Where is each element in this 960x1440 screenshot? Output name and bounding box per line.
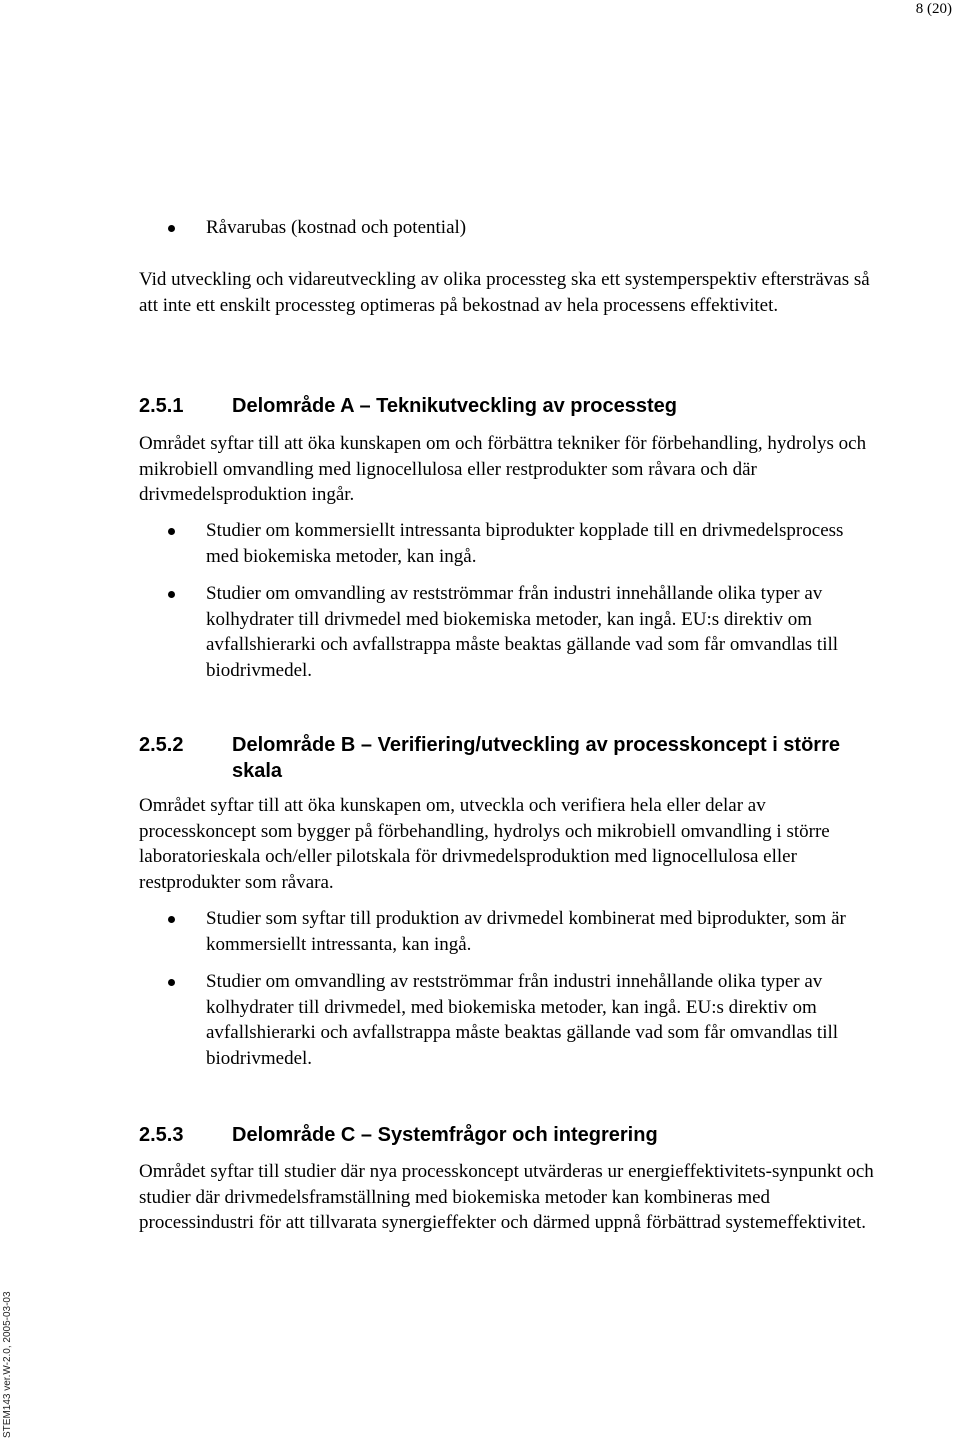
section-paragraph: Området syftar till studier där nya processkoncept utvärderas ur energieffektivitets-synpunkt och studier där drivmedelsframställning med biokemiska metoder kan kombineras med processindustri för att tillvarata synergieffekter och därmed uppnå förbättrad systemeffektivitet. xyxy=(139,1161,874,1233)
intro-paragraph: Vid utveckling och vidareutveckling av olika processteg ska ett systemperspektiv eftersträvas så att inte ett enskilt processteg optimeras på bekostnad av hela processens effektivitet. xyxy=(139,269,870,316)
list-item-text: Råvarubas (kostnad och potential) xyxy=(206,217,467,238)
section-title: Delområde C – Systemfrågor och integrering xyxy=(232,1124,658,1146)
section-paragraph: Området syftar till att öka kunskapen om, utveckla och verifiera hela eller delar av processkoncept som bygger på förbehandling, hydrolys och mikrobiell omvandling i större laboratorieskala och/eller pilotskala för drivmedelsproduktion med lignocellulosa eller restprodukter som råvara. xyxy=(139,795,830,893)
section-number: 2.5.3 xyxy=(139,1124,184,1146)
bullet-icon xyxy=(168,225,175,232)
page-number: 8 (20) xyxy=(915,1,952,17)
section-title: Delområde A – Teknikutveckling av processteg xyxy=(232,395,677,417)
section-paragraph: Området syftar till att öka kunskapen om och förbättra tekniker för förbehandling, hydrolys och mikrobiell omvandling med lignocellulosa eller restprodukter som råvara och där drivmedelsproduktion ingår. xyxy=(139,433,867,505)
bullet-icon xyxy=(168,916,175,923)
list-item-text: Studier om omvandling av restströmmar från industri innehållande olika typer av kolhydrater till drivmedel med biokemiska metoder, kan ingå. EU:s direktiv om avfallshierarki och avfallstrappa måste beaktas gällande vad som får omvandlas till biodrivmedel. xyxy=(206,583,839,681)
footer-text: STEM143 ver.W-2.0, 2005-03-03 xyxy=(2,1291,13,1438)
section-number: 2.5.2 xyxy=(139,734,184,756)
list-item-text: Studier om kommersiellt intressanta biprodukter kopplade till en drivmedelsprocess med biokemiska metoder, kan ingå. xyxy=(206,520,844,567)
document-version-footer xyxy=(0,1291,18,1440)
section-number: 2.5.1 xyxy=(139,395,184,417)
section-title: Delområde B – Verifiering/utveckling av processkoncept i större skala xyxy=(232,734,840,782)
bullet-icon xyxy=(168,979,175,986)
bullet-icon xyxy=(168,528,175,535)
list-item-text: Studier som syftar till produktion av drivmedel kombinerat med biprodukter, som är kommersiellt intressanta, kan ingå. xyxy=(206,908,846,955)
list-item-text: Studier om omvandling av restströmmar från industri innehållande olika typer av kolhydrater till drivmedel, med biokemiska metoder, kan ingå. EU:s direktiv om avfallshierarki och avfallstrappa måste beaktas gällande vad som får omvandlas till biodrivmedel. xyxy=(206,971,839,1069)
bullet-icon xyxy=(168,591,175,598)
